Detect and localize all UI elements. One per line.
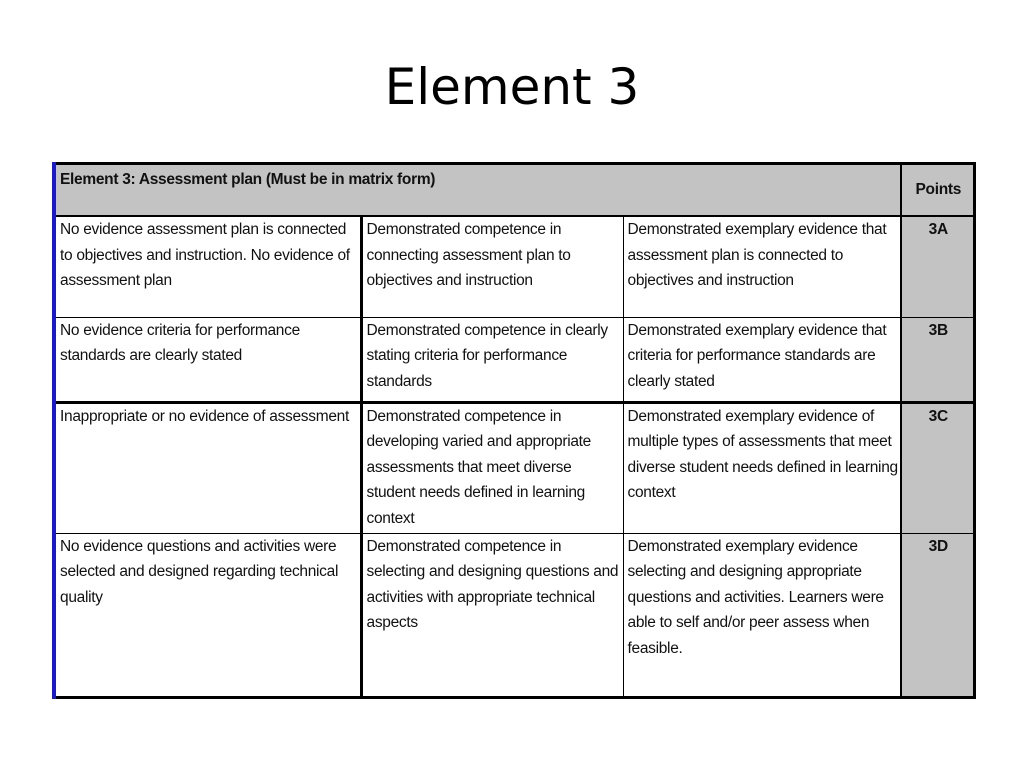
criterion-no-evidence: Inappropriate or no evidence of assessment — [54, 402, 361, 533]
criterion-competence: Demonstrated competence in selecting and designing questions and activities with appropriate technical aspects — [361, 533, 623, 697]
criterion-exemplary: Demonstrated exemplary evidence selecting and designing appropriate questions and activities. Learners were able to self and/or peer assess when feasible. — [623, 533, 901, 697]
criterion-no-evidence: No evidence questions and activities were selected and designed regarding technical quality — [54, 533, 361, 697]
points-label: 3B — [901, 317, 974, 402]
criterion-competence: Demonstrated competence in connecting assessment plan to objectives and instruction — [361, 216, 623, 317]
table-header-title: Element 3: Assessment plan (Must be in matrix form) — [54, 164, 901, 217]
criterion-exemplary: Demonstrated exemplary evidence that criteria for performance standards are clearly stated — [623, 317, 901, 402]
table-row — [54, 533, 974, 697]
criterion-competence: Demonstrated competence in clearly stating criteria for performance standards — [361, 317, 623, 402]
criterion-exemplary: Demonstrated exemplary evidence that assessment plan is connected to objectives and instruction — [623, 216, 901, 317]
criterion-no-evidence: No evidence criteria for performance standards are clearly stated — [54, 317, 361, 402]
criterion-competence: Demonstrated competence in developing varied and appropriate assessments that meet diverse student needs defined in learning context — [361, 402, 623, 533]
table-row — [54, 402, 974, 533]
criterion-no-evidence: No evidence assessment plan is connected to objectives and instruction. No evidence of assessment plan — [54, 216, 361, 317]
table-row — [54, 216, 974, 317]
table-row — [54, 317, 974, 402]
slide-title: Element 3 — [384, 58, 640, 116]
points-header: Points — [901, 164, 974, 217]
points-label: 3D — [901, 533, 974, 697]
criterion-exemplary: Demonstrated exemplary evidence of multiple types of assessments that meet diverse student needs defined in learning context — [623, 402, 901, 533]
points-label: 3A — [901, 216, 974, 317]
table-header-row — [54, 164, 974, 217]
points-label: 3C — [901, 402, 974, 533]
rubric-table — [52, 162, 976, 699]
